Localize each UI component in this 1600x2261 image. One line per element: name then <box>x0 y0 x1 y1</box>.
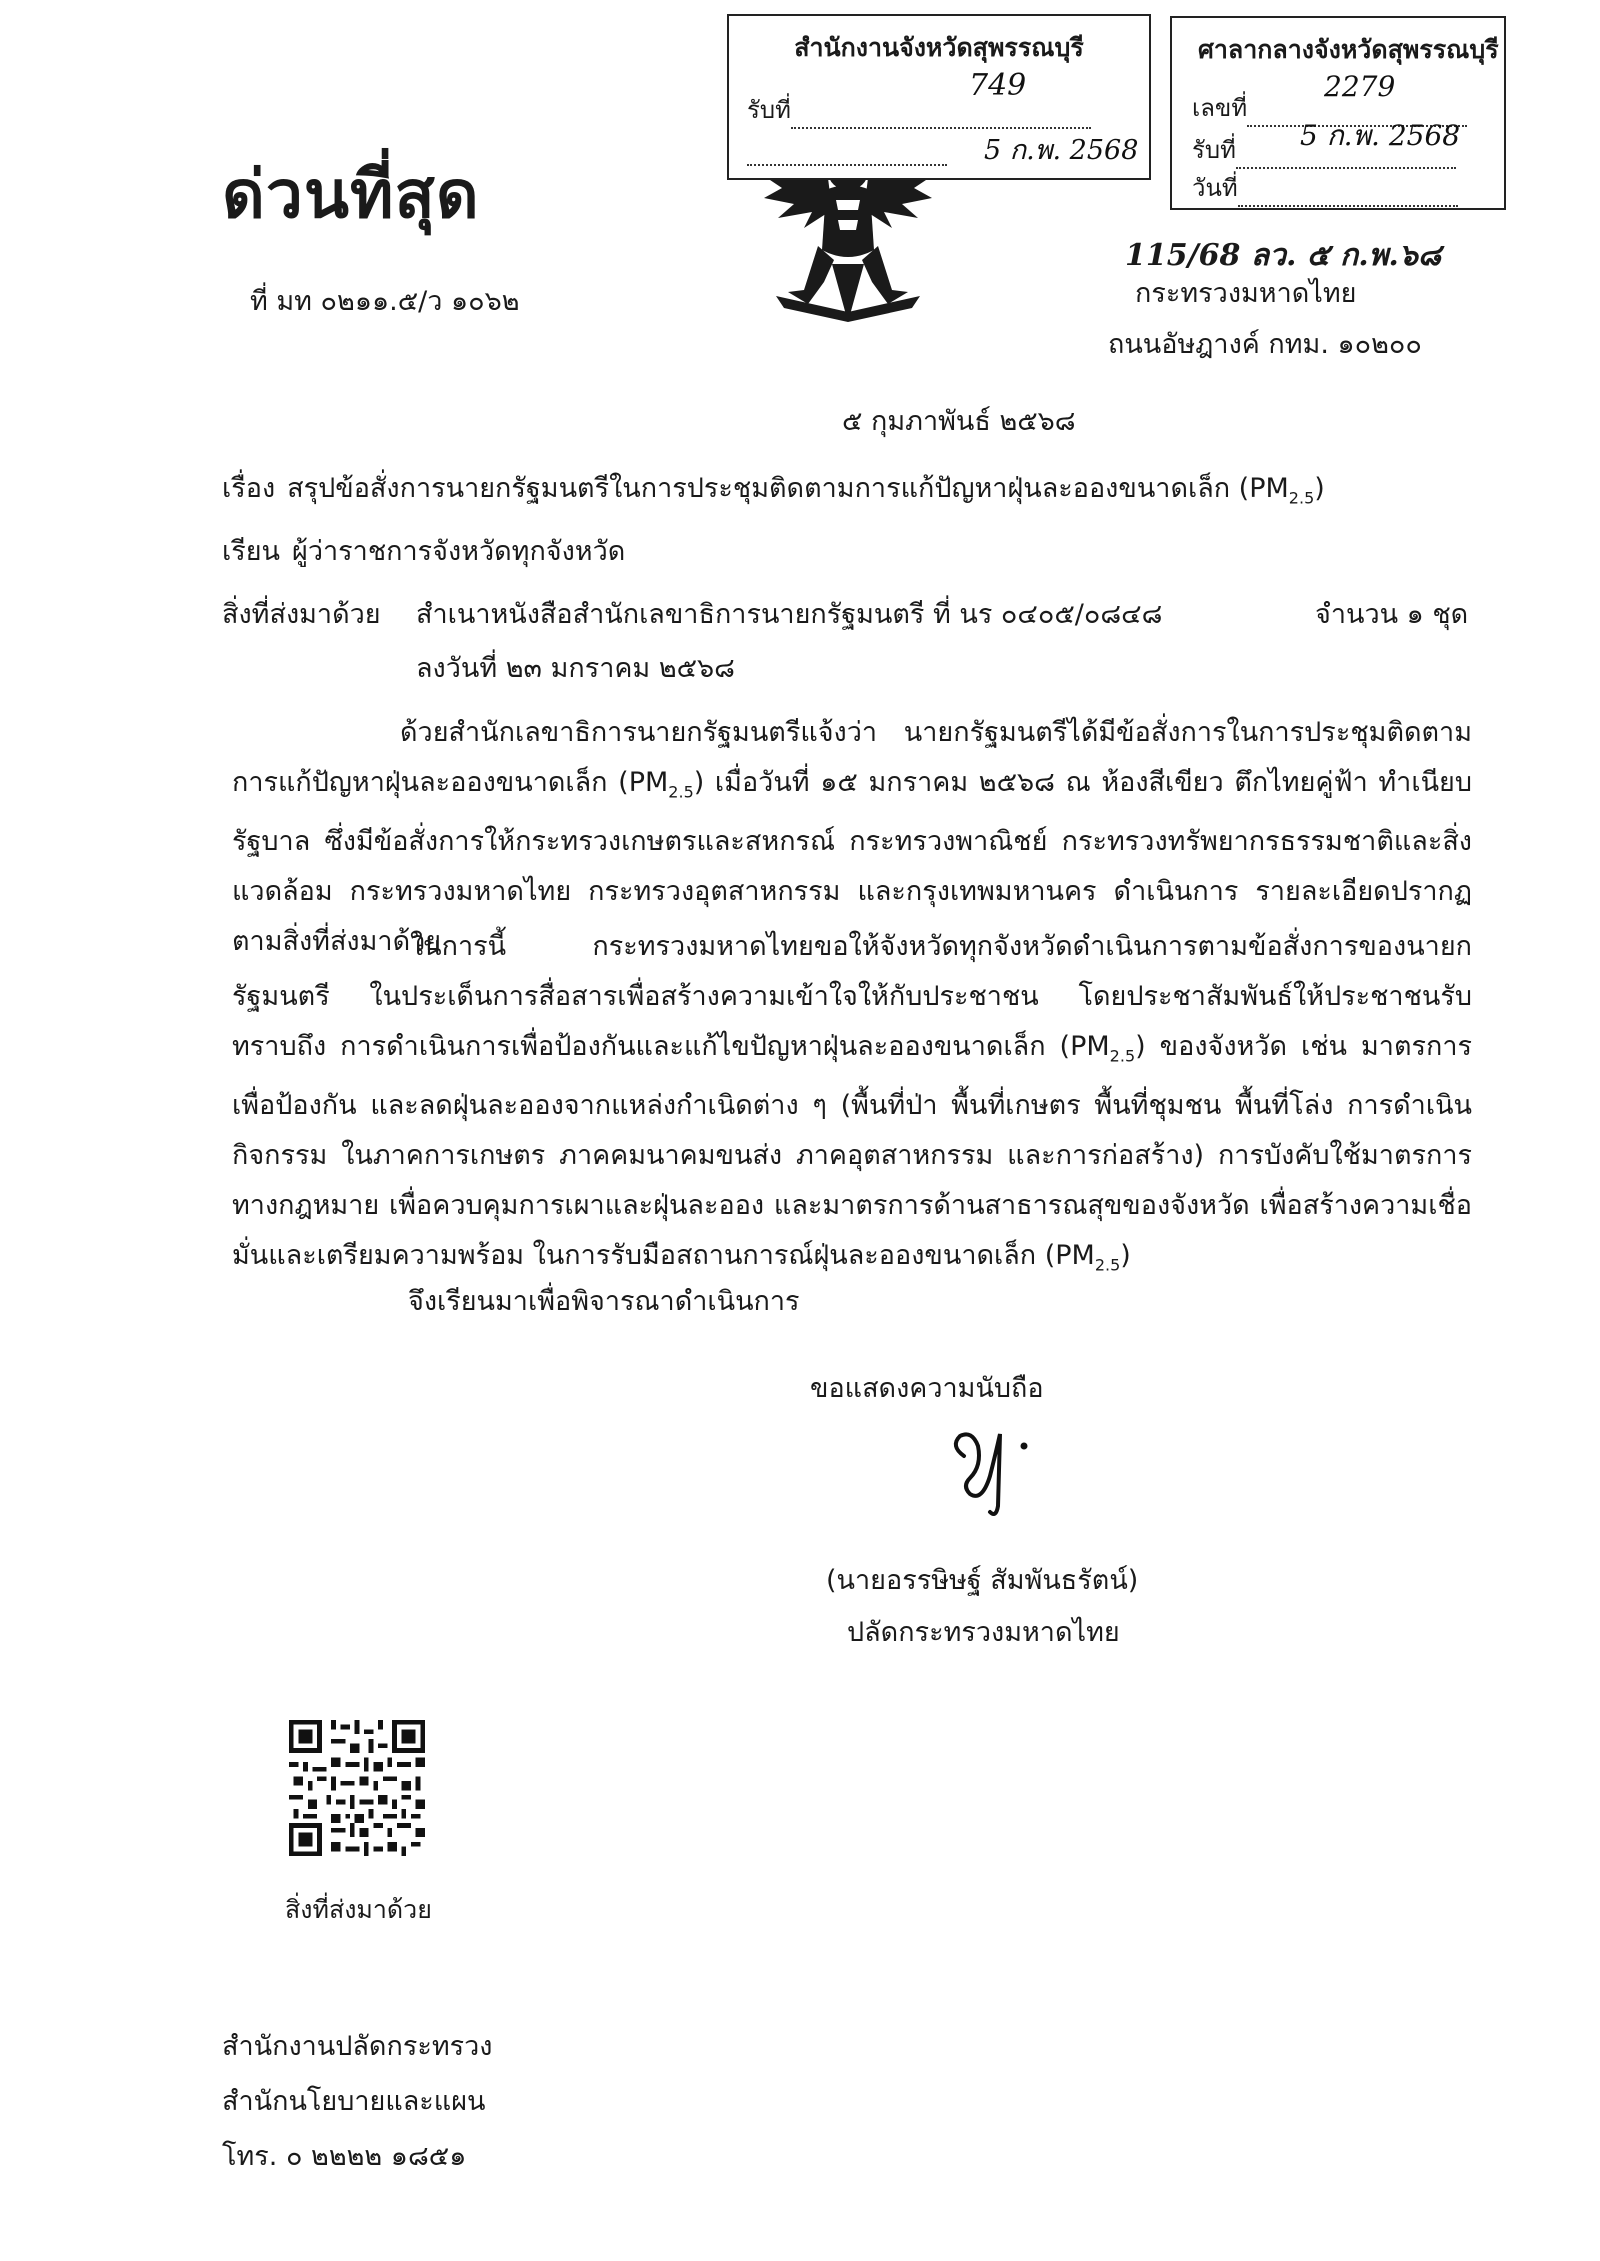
subject-line <box>222 470 1325 517</box>
stamp-received-value: 5 ก.พ. 2568 <box>1300 119 1461 152</box>
ministry-address: ถนนอัษฎางค์ กทม. ๑๐๒๐๐ <box>1108 329 1422 360</box>
receipt-stamp-provincial-office <box>727 14 1151 180</box>
stamp-received-row <box>747 90 1091 129</box>
stamp-date-row <box>1192 168 1458 207</box>
stamp-received-label: รับที่ <box>747 96 791 124</box>
subject-label: เรื่อง <box>222 473 276 504</box>
stamp-date-label: วันที่ <box>1192 174 1238 202</box>
p1-text-b: ) เมื่อวันที่ ๑๕ มกราคม ๒๕๖๘ ณ ห้องสีเขียว ตึกไทยคู่ฟ้า ทำเนียบรัฐบาล ซึ่งมีข้อสั่งการให้กระทรวงเกษตรและสหกรณ์ กระทรวงพาณิชย์ กระทรวงทรัพยากรธรรมชาติและสิ่งแวดล้อม กระทรวงมหาดไทย กระทรวงอุตสาหกรรม และกรุงเทพมหานคร ดำเนินการ รายละเอียดปรากฏตามสิ่งที่ส่งมาด้วย <box>232 767 1472 958</box>
body-paragraph-2 <box>232 922 1472 1291</box>
addressee-label: เรียน <box>222 536 281 567</box>
regards: ขอแสดงความนับถือ <box>810 1373 1044 1404</box>
p2-text-c: ) <box>1120 1240 1131 1272</box>
urgency-heading: ด่วนที่สุด <box>222 156 480 233</box>
handwritten-signature <box>920 1416 1050 1526</box>
stamp-received-date: 5 ก.พ. 2568 <box>984 135 1139 166</box>
handwritten-receipt-note: 115/68 ลว. ๕ ก.พ.๖๘ <box>1125 238 1442 273</box>
stamp-date-row <box>747 138 947 166</box>
stamp-number-value: 2279 <box>1324 70 1396 103</box>
addressee-text: ผู้ว่าราชการจังหวัดทุกจังหวัด <box>292 536 626 567</box>
footer-office: สำนักงานปลัดกระทรวง <box>222 2031 493 2062</box>
p2-subscript: 2.5 <box>1109 1046 1136 1066</box>
p1-text-a: ด้วยสำนักเลขาธิการนายกรัฐมนตรีแจ้งว่า นายกรัฐมนตรีได้มีข้อสั่งการในการประชุมติดตามการแก้ปัญหาฝุ่นละอองขนาดเล็ก (PM <box>232 717 1472 798</box>
ministry-name: กระทรวงมหาดไทย <box>1135 278 1357 309</box>
subject-subscript: 2.5 <box>1288 488 1315 508</box>
reference-number: ที่ มท ๐๒๑๑.๕/ว ๑๐๖๒ <box>250 286 520 317</box>
closing-request: จึงเรียนมาเพื่อพิจารณาดำเนินการ <box>408 1286 800 1317</box>
enclosure-text: สำเนาหนังสือสำนักเลขาธิการนายกรัฐมนตรี ที่ นร ๐๔๐๕/๐๘๔๘ <box>416 599 1163 630</box>
receipt-stamp-city-hall <box>1170 16 1506 210</box>
addressee-line <box>222 533 625 571</box>
p2-text-a: ในการนี้ กระทรวงมหาดไทยขอให้จังหวัดทุกจังหวัดดำเนินการตามข้อสั่งการของนายกรัฐมนตรี ในประเด็นการสื่อสารเพื่อสร้างความเข้าใจให้กับประชาชน โดยประชาสัมพันธ์ให้ประชาชนรับทราบถึง การดำเนินการเพื่อป้องกันและแก้ไขปัญหาฝุ่นละอองขนาดเล็ก (PM <box>232 931 1472 1062</box>
subject-text: สรุปข้อสั่งการนายกรัฐมนตรีในการประชุมติดตามการแก้ปัญหาฝุ่นละอองขนาดเล็ก (PM <box>287 473 1289 504</box>
p2-text-b: ) ของจังหวัด เช่น มาตรการเพื่อป้องกัน และลดฝุ่นละอองจากแหล่งกำเนิดต่าง ๆ (พื้นที่ป่า พื้นที่เกษตร พื้นที่ชุมชน พื้นที่โล่ง การดำเนินกิจกรรม ในภาคการเกษตร ภาคคมนาคมขนส่ง ภาคอุตสาหกรรม และการก่อสร้าง) การบังคับใช้มาตรการทางกฎหมาย เพื่อควบคุมการเผาและฝุ่นละออง และมาตรการด้านสาธารณสุขของจังหวัด เพื่อสร้างความเชื่อมั่นและเตรียมความพร้อม ในการรับมือสถานการณ์ฝุ่นละอองขนาดเล็ก (PM <box>232 1031 1472 1272</box>
signer-name: (นายอรรษิษฐ์ สัมพันธรัตน์) <box>826 1565 1139 1596</box>
footer-phone: โทร. ๐ ๒๒๒๒ ๑๘๕๑ <box>222 2141 467 2172</box>
footer-division: สำนักนโยบายและแผน <box>222 2086 486 2117</box>
subject-close: ) <box>1314 473 1325 504</box>
stamp-title: ศาลากลางจังหวัดสุพรรณบุรี <box>1198 35 1499 64</box>
document-date: ๕ กุมภาพันธ์ ๒๕๖๘ <box>842 406 1076 437</box>
stamp-title: สำนักงานจังหวัดสุพรรณบุรี <box>794 33 1084 62</box>
p2-subscript-2: 2.5 <box>1094 1255 1121 1275</box>
stamp-received-number: 749 <box>969 68 1027 103</box>
stamp-number-label: เลขที่ <box>1192 94 1248 122</box>
enclosure-date: ลงวันที่ ๒๓ มกราคม ๒๕๖๘ <box>416 653 736 684</box>
stamp-received-label: รับที่ <box>1192 136 1236 164</box>
qr-caption: สิ่งที่ส่งมาด้วย <box>285 1895 432 1924</box>
p1-subscript: 2.5 <box>668 782 694 802</box>
signer-position: ปลัดกระทรวงมหาดไทย <box>847 1617 1120 1648</box>
enclosure-count: จำนวน ๑ ชุด <box>1315 599 1469 630</box>
enclosure-label: สิ่งที่ส่งมาด้วย <box>222 599 381 630</box>
qr-code[interactable] <box>289 1720 425 1856</box>
